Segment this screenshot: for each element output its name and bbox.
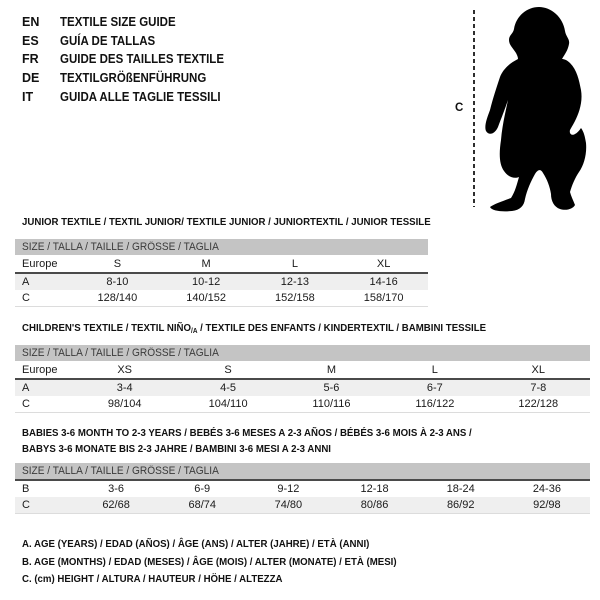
size-cell: 92/98: [504, 497, 590, 514]
lang-row-fr: [22, 50, 238, 69]
lang-title: GUÍA DE TALLAS: [60, 33, 156, 48]
row-label: C: [15, 396, 73, 413]
lang-code: FR: [22, 52, 39, 67]
size-cell: 9-12: [277, 483, 300, 495]
lang-code: IT: [22, 89, 34, 104]
size-header-cell: SIZE / TALLA / TAILLE / GRÖSSE / TAGLIA: [15, 463, 590, 480]
footnote-a: A. AGE (YEARS) / EDAD (AÑOS) / ÂGE (ANS) / ALTER (JAHRE) / ETÀ (ANNI): [22, 538, 370, 550]
size-header-cell: SIZE / TALLA / TAILLE / GRÖSSE / TAGLIA: [15, 345, 590, 361]
size-cell: 122/128: [487, 396, 590, 413]
size-cell: 140/152: [162, 290, 251, 307]
size-cell: 158/170: [339, 290, 428, 307]
size-cell: XL: [487, 361, 590, 379]
size-cell: 8-10: [73, 273, 162, 290]
size-cell: S: [176, 361, 279, 379]
size-cell: 18-24: [446, 483, 475, 495]
size-cell: 3-6: [108, 483, 125, 495]
row-label: A: [15, 273, 73, 290]
table-row: [15, 379, 590, 396]
table-row: [15, 255, 428, 273]
size-cell: XL: [339, 255, 428, 273]
size-cell: XS: [73, 361, 176, 379]
size-cell: 152/158: [251, 290, 340, 307]
size-cell: 80/86: [331, 497, 417, 514]
size-cell: 10-12: [162, 273, 251, 290]
size-cell: 6-7: [383, 379, 486, 396]
height-measure-line: [473, 10, 475, 207]
lang-title: GUIDA ALLE TAGLIE TESSILI: [60, 89, 221, 104]
lang-code: ES: [22, 33, 39, 48]
language-list: [22, 13, 238, 106]
footnote-c: C. (cm) HEIGHT / ALTURA / HAUTEUR / HÖHE / ALTEZZA: [22, 573, 283, 585]
lang-title: TEXTILGRÖßENFÜHRUNG: [60, 71, 207, 86]
size-header-cell: SIZE / TALLA / TAILLE / GRÖSSE / TAGLIA: [15, 239, 428, 255]
size-cell: 3-4: [73, 379, 176, 396]
size-header-row: [15, 239, 428, 255]
footnote-b: B. AGE (MONTHS) / EDAD (MESES) / ÂGE (MOIS) / ALTER (MONATE) / ETÀ (MESI): [22, 555, 397, 568]
size-cell: 24-36: [532, 483, 561, 495]
size-cell: M: [162, 255, 251, 273]
size-cell: 12-18: [360, 483, 389, 495]
table-row: [15, 273, 428, 290]
size-cell: 62/68: [73, 497, 159, 514]
size-cell: 86/92: [418, 497, 504, 514]
table-row: [15, 396, 590, 413]
lang-title: TEXTILE SIZE GUIDE: [60, 15, 176, 30]
size-cell: 5-6: [280, 379, 383, 396]
size-header-row: [15, 463, 590, 480]
size-cell: M: [280, 361, 383, 379]
size-cell: 14-16: [339, 273, 428, 290]
junior-table-title: JUNIOR TEXTILE / TEXTIL JUNIOR/ TEXTILE JUNIOR / JUNIORTEXTIL / JUNIOR TESSILE: [22, 216, 431, 228]
row-label: A: [15, 379, 73, 396]
toddler-silhouette-icon: [482, 3, 594, 213]
table-row: [15, 290, 428, 307]
children-size-table: [15, 345, 590, 413]
table-row: [15, 497, 590, 514]
size-cell: 4-5: [176, 379, 279, 396]
size-cell: 74/80: [245, 497, 331, 514]
row-label: C: [15, 497, 73, 514]
size-cell: 116/122: [383, 396, 486, 413]
size-cell: 98/104: [73, 396, 176, 413]
lang-row-it: [22, 87, 238, 106]
lang-code: DE: [22, 71, 40, 86]
junior-size-table: [15, 239, 428, 307]
size-cell: 104/110: [176, 396, 279, 413]
size-cell: 7-8: [487, 379, 590, 396]
table-row: [15, 480, 590, 497]
babies-size-table: [15, 463, 590, 514]
lang-code: EN: [22, 15, 40, 30]
size-cell: 6-9: [194, 483, 211, 495]
size-cell: 68/74: [159, 497, 245, 514]
lang-title: GUIDE DES TAILLES TEXTILE: [60, 52, 225, 67]
children-table-title: CHILDREN'S TEXTILE / TEXTIL $NIÑO_{/A}$ / TEXTILE DES ENFANTS / KINDERTEXTIL / BAMBINI TESSILE: [22, 322, 487, 335]
row-label: B: [22, 483, 30, 495]
row-label: C: [15, 290, 73, 307]
size-cell: S: [73, 255, 162, 273]
babies-table-title: BABIES 3-6 MONTH TO 2-3 YEARS / BEBÉS 3-6 MESES A 2-3 AÑOS / BÉBÉS 3-6 MOIS À 2-3 ANS / BABYS 3-6 MONATE BIS 2-3 JAHRE / BAMBINI 3-6 MESI A 2-3 ANNI: [22, 427, 472, 455]
lang-row-es: [22, 32, 238, 51]
row-label: Europe: [15, 361, 73, 379]
size-cell: 12-13: [251, 273, 340, 290]
size-cell: 110/116: [280, 396, 383, 413]
size-cell: 128/140: [73, 290, 162, 307]
row-label: Europe: [15, 255, 73, 273]
size-header-row: [15, 345, 590, 361]
footnote-legend: [22, 536, 429, 589]
lang-row-en: [22, 13, 238, 32]
height-measure-label: C: [455, 102, 464, 114]
size-cell: L: [251, 255, 340, 273]
lang-row-de: [22, 69, 238, 88]
size-cell: L: [383, 361, 486, 379]
table-row: [15, 361, 590, 379]
